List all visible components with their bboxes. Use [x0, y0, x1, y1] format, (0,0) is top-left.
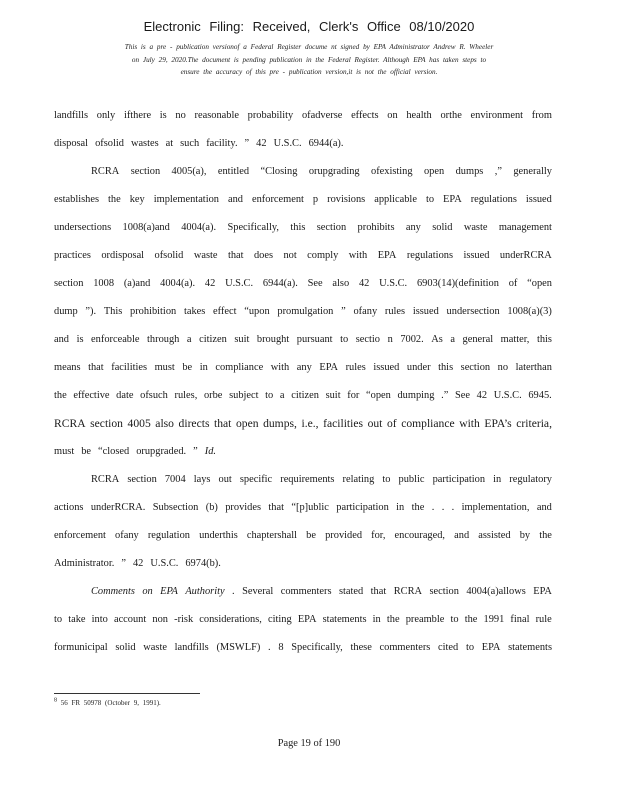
body-line: enforcement ofany regulation underthis chaptershall be provided for, encouraged, and assisted by the	[54, 530, 552, 541]
body-line: landfills only ifthere is no reasonable probability ofadverse effects on health orthe environment from	[54, 110, 552, 121]
disclaimer-line: on July 29, 2020.The document is pending publication in the Federal Register. Although EPA has taken steps to	[131, 55, 487, 64]
body-line: RCRA section 7004 lays out specific requirements relating to public participation in regulatory	[91, 474, 552, 485]
footnote-marker: 8	[54, 697, 57, 704]
body-line: the effective date ofsuch rules, orbe subject to a citizen suit for “open dumping .” See 42 U.S.C. 6945.	[54, 390, 552, 401]
footnote-separator	[54, 693, 200, 694]
footnote-text: 56 FR 50978 (October 9, 1991).	[60, 699, 161, 707]
body-line: must be “closed orupgraded. ” Id.	[54, 446, 217, 457]
body-line: dump ”). This prohibition takes effect “upon promulgation ” ofany rules issued undersection 1008(a)(3)	[54, 306, 552, 317]
body-line: section 1008 (a)and 4004(a). 42 U.S.C. 6944(a). See also 42 U.S.C. 6903(14)(definition of “open	[54, 278, 552, 289]
page-number: Page 19 of 190	[277, 738, 341, 749]
body-line: Administrator. ” 42 U.S.C. 6974(b).	[54, 558, 221, 569]
body-line: to take into account non -risk considerations, citing EPA statements in the preamble to the 1991 final rule	[54, 614, 552, 625]
body-line: establishes the key implementation and enforcement p rovisions applicable to EPA regulations issued	[54, 194, 552, 205]
prepublication-disclaimer	[64, 41, 554, 79]
disclaimer-line: This is a pre - publication versionof a Federal Register docume nt signed by EPA Administrator Andrew R. Wheeler	[124, 43, 494, 51]
body-line: actions underRCRA. Subsection (b) provides that “[p]ublic participation in the . . . implementation, and	[54, 502, 552, 513]
body-line: undersections 1008(a)and 4004(a). Specifically, this section prohibits any solid waste management	[54, 222, 552, 233]
body-line: means that facilities must be in compliance with any EPA rules issued under this section no laterthan	[54, 362, 552, 373]
body-line: RCRA section 4005(a), entitled “Closing orupgrading ofexisting open dumps ,” generally	[91, 166, 552, 177]
footnote	[54, 699, 161, 707]
body-line: formunicipal solid waste landfills (MSWLF) . 8 Specifically, these commenters cited to EPA statements	[54, 642, 552, 653]
body-line: disposal ofsolid wastes at such facility. ” 42 U.S.C. 6944(a).	[54, 138, 344, 149]
disclaimer-line: ensure the accuracy of this pre - publication version,it is not the official version.	[180, 68, 438, 76]
body-text	[54, 107, 552, 667]
body-line: Comments on EPA Authority . Several commenters stated that RCRA section 4004(a)allows EPA	[91, 586, 552, 597]
filing-stamp: Electronic Filing: Received, Clerk's Office 08/10/2020	[143, 19, 475, 34]
body-line: and is enforceable through a citizen suit brought pursuant to sectio n 7002. As a general matter, this	[54, 334, 552, 345]
body-line: practices ordisposal ofsolid waste that does not comply with EPA regulations issued underRCRA	[54, 250, 552, 261]
body-line: RCRA section 4005 also directs that open dumps, i.e., facilities out of compliance with EPA’s criteria,	[54, 417, 552, 430]
